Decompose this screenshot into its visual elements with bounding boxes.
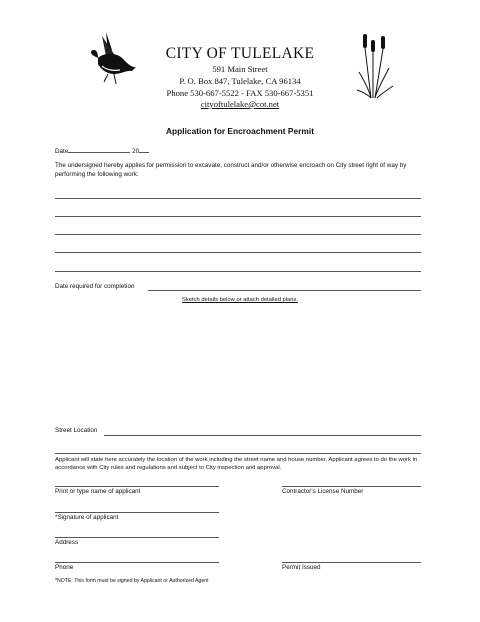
phone-label: Phone bbox=[55, 564, 74, 571]
date-field[interactable] bbox=[68, 146, 130, 153]
work-line-1[interactable] bbox=[55, 198, 421, 199]
applicant-statement: Applicant will state here accurately the location of the work including the street name and house number. Applicant agrees to do the work in accordance with City rules and regulations and subject to City inspection and approval. bbox=[55, 457, 418, 472]
city-name: CITY OF TULELAKE bbox=[165, 45, 315, 62]
completion-label: Date required for completion bbox=[55, 283, 135, 290]
signature-label: *Signature of applicant bbox=[55, 514, 119, 521]
street-location-field[interactable] bbox=[104, 435, 421, 436]
street-location-label: Street Location bbox=[55, 427, 98, 434]
date-row bbox=[55, 146, 149, 157]
phone-field[interactable] bbox=[55, 562, 219, 563]
print-name-label: Print or type name of applicant bbox=[55, 488, 141, 495]
po-box: P. O. Box 847, Tulelake, CA 96134 bbox=[179, 76, 301, 86]
completion-field[interactable] bbox=[148, 290, 421, 291]
address-field[interactable] bbox=[55, 537, 219, 538]
work-line-3[interactable] bbox=[55, 234, 421, 235]
phone-fax: Phone 530-667-5522 - FAX 530-667-5351 bbox=[166, 88, 314, 98]
date-year-field[interactable] bbox=[139, 146, 149, 153]
form-title: Application for Encroachment Permit bbox=[166, 126, 314, 136]
print-name-field[interactable] bbox=[55, 486, 219, 487]
signature-note: *NOTE: This form must be signed by Applicant or Authorized Agent bbox=[55, 578, 209, 584]
work-line-4[interactable] bbox=[55, 252, 421, 253]
email-link[interactable]: cityoftulelake@cot.net bbox=[200, 99, 280, 109]
signature-field[interactable] bbox=[55, 512, 219, 513]
work-line-2[interactable] bbox=[55, 216, 421, 217]
street-address: 591 Main Street bbox=[212, 64, 268, 74]
work-line-5[interactable] bbox=[55, 271, 421, 272]
street-location-field-2[interactable] bbox=[55, 453, 421, 454]
license-label: Contractor's License Number bbox=[282, 488, 364, 495]
sketch-note: Sketch details below or attach detailed plans. bbox=[181, 297, 298, 303]
permit-issued-field[interactable] bbox=[282, 562, 421, 563]
address-label: Address bbox=[55, 539, 79, 546]
license-field[interactable] bbox=[282, 486, 421, 487]
date-label: Date bbox=[55, 148, 69, 155]
date-year-prefix: 20 bbox=[132, 148, 140, 155]
permit-issued-label: Permit Issued bbox=[282, 564, 321, 571]
intro-text: The undersigned hereby applies for permission to excavate, construct and/or otherwise encroach on City street right of way by performing the following work: bbox=[55, 162, 407, 178]
